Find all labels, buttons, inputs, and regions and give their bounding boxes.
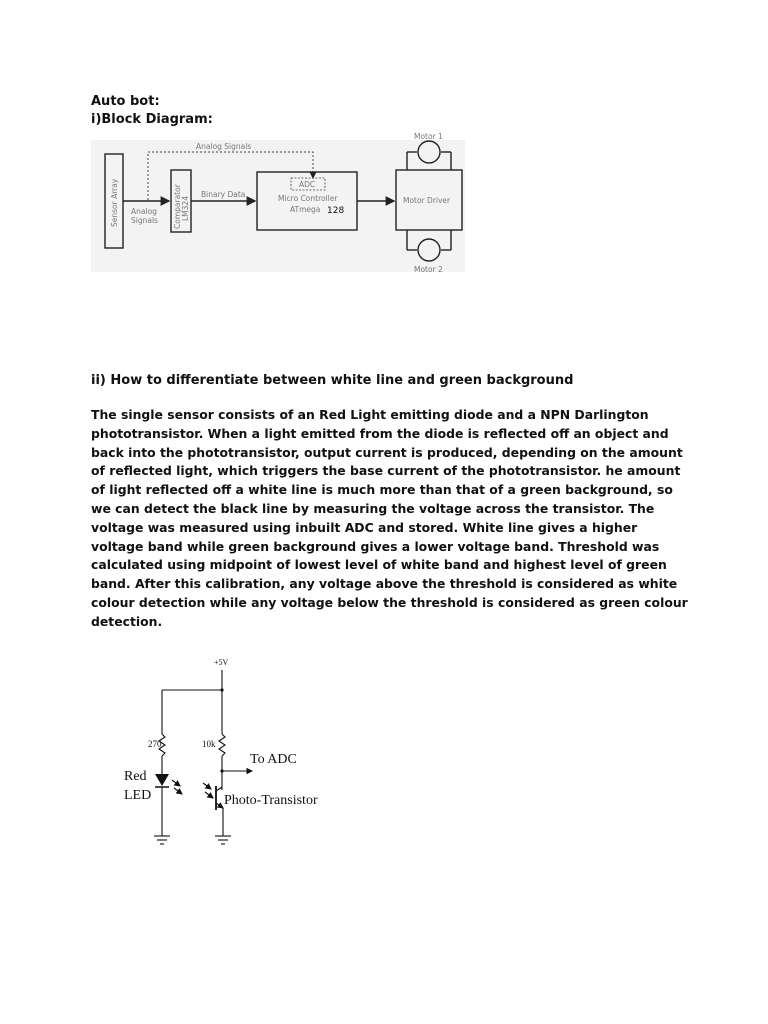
block-diagram-heading: i)Block Diagram: [91,112,213,127]
supply-rail [162,658,229,692]
led-branch [124,690,182,844]
led-label-led: LED [124,788,152,803]
binary-data-label: Binary Data [201,190,246,199]
analog-signals-top-label: Analog Signals [196,142,252,151]
motor-driver-label: Motor Driver [403,196,451,205]
atmega-label: ATmega [290,205,321,214]
section-2-body: The single sensor consists of an Red Light emitting diode and a NPN Darlington phototransistor. When a light emitted from the diode is reflected off an object and back into the phototransistor, output current is produced, depending on the amount of reflected light, which triggers the base current of the phototransistor. he amount of light reflected off a white line is much more than that of a green background, so we can detect the black line by measuring the voltage across the transistor. The voltage was measured using inbuilt ADC and stored. White line gives a higher voltage band while green background gives a lower voltage band. Threshold was calculated using midpoint of lowest level of white band and highest level of green band. After this calibration, any voltage above the threshold is considered as white colour detection while any voltage below the threshold is considered as green colour detection. [91,407,688,629]
analog-signals-side-label-1: Analog [131,207,157,216]
micro-controller-label: Micro Controller [278,194,338,203]
section-2-heading: ii) How to differentiate between white line and green background [91,373,574,388]
phototransistor-icon [203,783,223,810]
resistor-10k-label: 10k [202,739,216,749]
adc-label: ADC [299,180,316,189]
led-icon [155,774,169,786]
led-label-red: Red [124,769,147,784]
block-diagram [91,132,481,280]
supply-label: +5V [214,658,229,667]
sensor-array-label: Sensor Array [110,178,119,227]
phototransistor-branch [202,690,318,844]
comparator-model-label: LM324 [181,196,190,221]
pt-ground-icon [215,836,231,844]
resistor-10k-icon [219,734,225,756]
comparator-label: Comparator [173,184,182,229]
document-title: Auto bot: [91,94,160,109]
to-adc-label: To ADC [250,752,297,767]
motor-2-label: Motor 2 [414,265,443,274]
circuit-diagram [110,650,350,860]
resistor-270-label: 270 [148,739,162,749]
atmega-model-label: 128 [327,206,345,216]
motor-1-label: Motor 1 [414,132,443,141]
diagram-background [91,140,465,272]
led-ground-icon [154,836,170,844]
phototransistor-label: Photo-Transistor [224,793,318,808]
analog-signals-side-label-2: Signals [131,216,158,225]
